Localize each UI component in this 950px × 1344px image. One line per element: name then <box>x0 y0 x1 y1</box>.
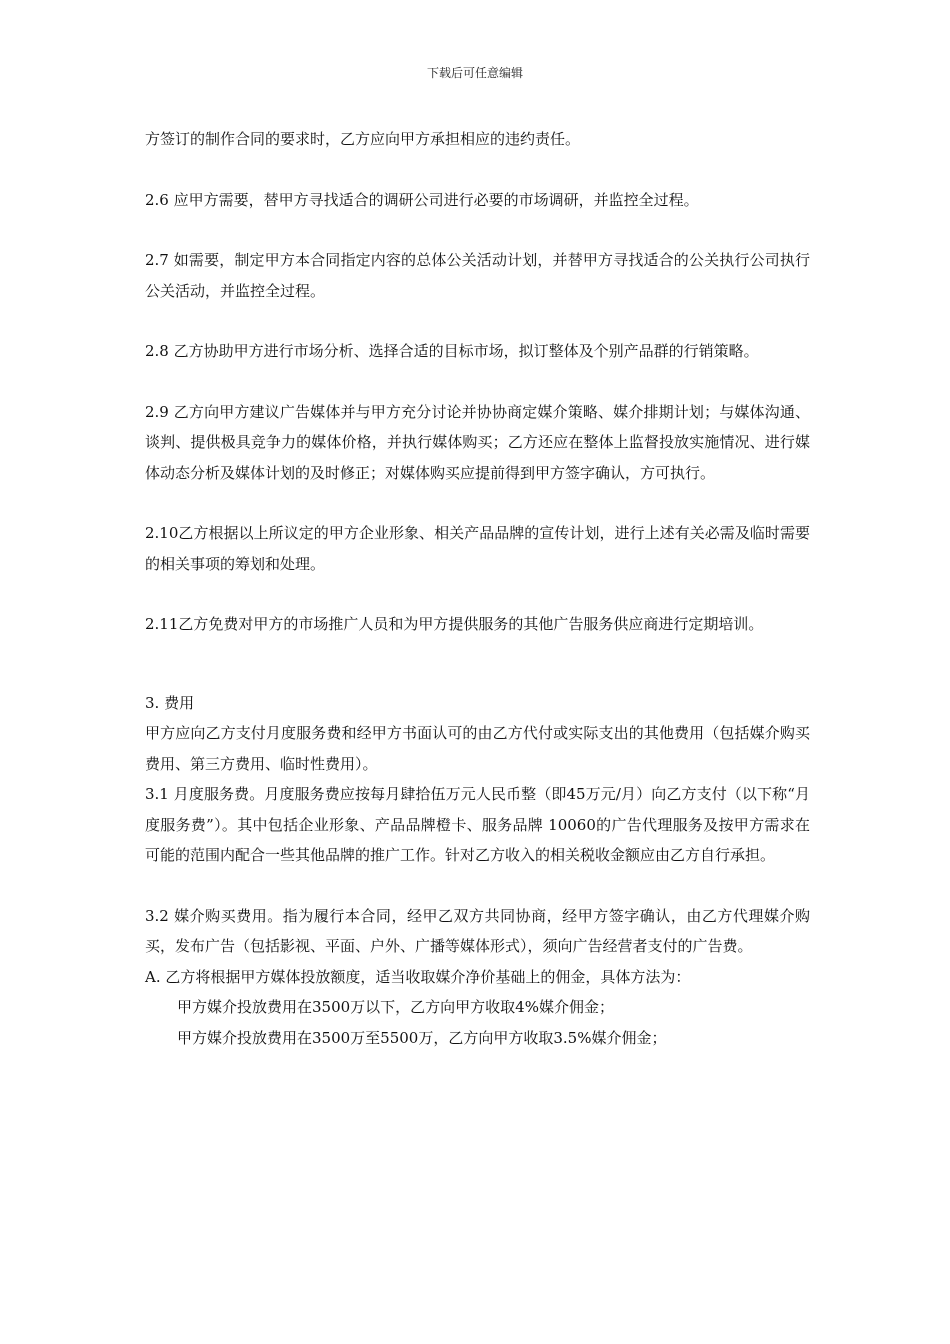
clause-2-11: 2.11乙方免费对甲方的市场推广人员和为甲方提供服务的其他广告服务供应商进行定期培训。 <box>145 615 764 633</box>
clause-a-item-1: 甲方媒介投放费用在3500万以下，乙方向甲方收取4%媒介佣金； <box>177 998 614 1016</box>
paragraph-continuation: 方签订的制作合同的要求时，乙方应向甲方承担相应的违约责任。 <box>145 130 581 148</box>
document-body <box>145 124 810 1053</box>
clause-2-7: 2.7 如需要，制定甲方本合同指定内容的总体公关活动计划，并替甲方寻找适合的公关执行公司执行公关活动，并监控全过程。 <box>145 251 810 300</box>
clause-2-6: 2.6 应甲方需要，替甲方寻找适合的调研公司进行必要的市场调研，并监控全过程。 <box>145 190 699 209</box>
clause-3-1: 3.1 月度服务费。月度服务费应按每月肆拾伍万元人民币整（即45万元/月）向乙方支付（以下称“月度服务费”）。其中包括企业形象、产品品牌橙卡、服务品牌 10060的广告代理服务及按甲方需求在可能的范围内配合一些其他品牌的推广工作。针对乙方收入的相关税收金额应由乙方自行承担。 <box>145 785 810 864</box>
section-spacer <box>145 670 810 688</box>
section-3-intro: 甲方应向乙方支付月度服务费和经甲方书面认可的由乙方代付或实际支出的其他费用（包括媒介购买费用、第三方费用、临时性费用）。 <box>145 724 810 773</box>
clause-2-8: 2.8 乙方协助甲方进行市场分析、选择合适的目标市场，拟订整体及个别产品群的行销策略。 <box>145 342 759 360</box>
page-header: 下载后可任意编辑 <box>426 66 523 80</box>
clause-2-10: 2.10乙方根据以上所议定的甲方企业形象、相关产品品牌的宣传计划，进行上述有关必需及临时需要的相关事项的筹划和处理。 <box>145 524 810 573</box>
clause-a: A. 乙方将根据甲方媒体投放额度，适当收取媒介净价基础上的佣金，具体方法为： <box>145 967 691 986</box>
clause-3-2: 3.2 媒介购买费用。指为履行本合同，经甲乙双方共同协商，经甲方签字确认，由乙方代理媒介购买，发布广告（包括影视、平面、户外、广播等媒体形式），须向广告经营者支付的广告费。 <box>145 906 810 955</box>
section-3-title: 3. 费用 <box>145 693 195 712</box>
clause-a-item-2: 甲方媒介投放费用在3500万至5500万，乙方向甲方收取3.5%媒介佣金； <box>177 1028 667 1047</box>
clause-2-9: 2.9 乙方向甲方建议广告媒体并与甲方充分讨论并协协商定媒介策略、媒介排期计划；与媒体沟通、谈判、提供极具竞争力的媒体价格，并执行媒体购买；乙方还应在整体上监督投放实施情况、进行媒体动态分析及媒体计划的及时修正；对媒体购买应提前得到甲方签字确认，方可执行。 <box>145 402 810 482</box>
